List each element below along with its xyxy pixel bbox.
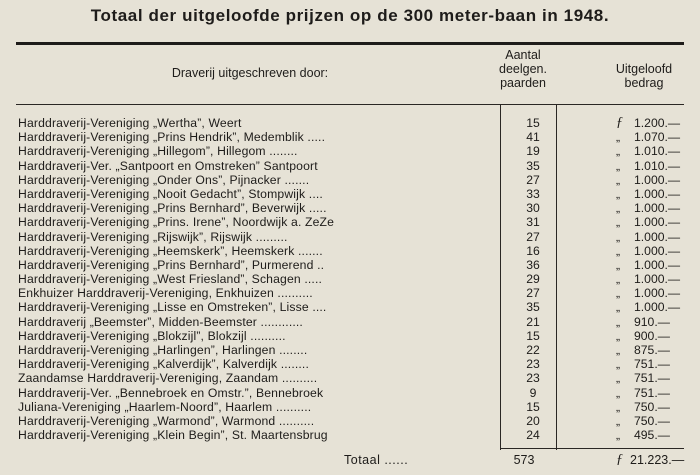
header-prize-line: Uitgeloofd [615, 62, 673, 76]
club-name: Harddraverij-Vereniging „Prins. Irene”, Noordwijk a. ZeZe [18, 215, 335, 230]
table-row [18, 230, 688, 244]
club-name: Harddraverij-Vereniging „Hillegom”, Hillegom ........ [18, 144, 298, 159]
header-prize-line: bedrag [624, 76, 664, 90]
horse-count: 36 [526, 257, 540, 272]
table-row [18, 357, 688, 371]
currency-mark: „ [616, 172, 621, 187]
prize-amount: 750.— [634, 399, 670, 414]
horse-count: 15 [526, 328, 540, 343]
table-row [18, 144, 688, 158]
table-row [18, 130, 688, 144]
table-row [18, 286, 688, 300]
header-rule [16, 104, 684, 105]
horse-count: 15 [526, 116, 540, 130]
club-name: Harddraverij-Vereniging „Prins Hendrik”, Medemblik ..... [18, 130, 326, 145]
horse-count: 22 [526, 343, 540, 357]
horse-count: 21 [526, 314, 540, 329]
table-row [18, 187, 688, 201]
prize-amount: 751.— [634, 371, 670, 386]
club-name: Harddraverij-Vereniging „Nooit Gedacht”, Stompwijk .... [18, 186, 323, 201]
total-count: 573 [513, 453, 535, 467]
header-count [488, 48, 558, 90]
currency-mark: „ [616, 314, 621, 329]
club-name: Harddraverij-Ver. „Bennebroek en Omstr.”, Bennebroek [18, 385, 324, 400]
header-prize [598, 62, 690, 90]
horse-count: 41 [526, 130, 540, 145]
top-rule [16, 42, 684, 45]
prize-amount: 751.— [634, 385, 670, 400]
club-name: Zaandamse Harddraverij-Vereniging, Zaandam .......... [18, 371, 318, 386]
prize-amount: 1.000.— [634, 229, 681, 244]
horse-count: 27 [526, 229, 540, 244]
horse-count: 16 [526, 243, 540, 258]
prize-amount: 1.200.— [634, 116, 681, 130]
table-row [18, 343, 688, 357]
total-amount: 21.223.— [630, 453, 685, 467]
club-name: Harddraverij-Ver. „Santpoort en Omstreken” Santpoort [18, 158, 318, 173]
currency-mark: „ [616, 399, 621, 414]
total-row [0, 452, 700, 468]
table-row [18, 215, 688, 229]
table-row [18, 116, 688, 130]
header-count-line: deelgen. [499, 62, 547, 76]
table-row [18, 300, 688, 314]
currency-mark: „ [616, 243, 621, 258]
header-count-line: paarden [500, 76, 546, 90]
currency-mark: „ [616, 343, 621, 357]
currency-mark: „ [616, 201, 621, 216]
horse-count: 33 [526, 186, 540, 201]
table-row [18, 315, 688, 329]
table-row [18, 272, 688, 286]
currency-mark: ƒ [616, 115, 623, 130]
horse-count: 19 [526, 144, 540, 159]
currency-mark: „ [616, 300, 621, 315]
currency-mark: „ [616, 144, 621, 159]
currency-mark: „ [616, 413, 621, 428]
prize-amount: 1.000.— [634, 215, 681, 230]
club-name: Harddraverij-Vereniging „Warmond”, Warmond .......... [18, 413, 315, 428]
table-row [18, 173, 688, 187]
prize-amount: 1.010.— [634, 144, 681, 159]
horse-count: 9 [529, 385, 537, 400]
total-label: Totaal ...... [344, 453, 409, 467]
currency-mark: „ [616, 428, 621, 443]
horse-count: 35 [526, 158, 540, 173]
table-row [18, 244, 688, 258]
horse-count: 35 [526, 300, 540, 315]
table-row [18, 258, 688, 272]
horse-count: 24 [526, 428, 540, 443]
prize-amount: 1.000.— [634, 300, 681, 315]
club-name: Harddraverij-Vereniging „West Friesland”, Schagen ..... [18, 272, 323, 287]
horse-count: 23 [526, 371, 540, 386]
currency-mark: „ [616, 229, 621, 244]
table-row [18, 414, 688, 428]
club-name: Harddraverij-Vereniging „Prins Bernhard”, Purmerend .. [18, 257, 325, 272]
prize-amount: 495.— [634, 428, 670, 443]
prize-amount: 1.000.— [634, 243, 681, 258]
prize-amount: 1.070.— [634, 130, 681, 145]
currency-mark: „ [616, 272, 621, 287]
table-row [18, 159, 688, 173]
prize-amount: 1.000.— [634, 272, 681, 287]
prize-amount: 750.— [634, 413, 670, 428]
prize-amount: 751.— [634, 357, 670, 372]
club-name: Harddraverij-Vereniging „Wertha”, Weert [18, 116, 242, 130]
table-row [18, 201, 688, 215]
club-name: Enkhuizer Harddraverij-Vereniging, Enkhuizen .......... [18, 286, 313, 301]
club-name: Harddraverij-Vereniging „Lisse en Omstreken”, Lisse .... [18, 300, 327, 315]
horse-count: 15 [526, 399, 540, 414]
horse-count: 20 [526, 413, 540, 428]
header-count-line: Aantal [505, 48, 541, 62]
table-row [18, 386, 688, 400]
club-name: Harddraverij-Vereniging „Heemskerk”, Heemskerk ....... [18, 243, 323, 258]
prize-amount: 910.— [634, 314, 670, 329]
table-row [18, 329, 688, 343]
horse-count: 31 [526, 215, 540, 230]
currency-mark: „ [616, 328, 621, 343]
club-name: Harddraverij-Vereniging „Harlingen”, Harlingen ........ [18, 343, 308, 357]
currency-mark: „ [616, 286, 621, 301]
table-row [18, 400, 688, 414]
prize-amount: 1.000.— [634, 286, 681, 301]
horse-count: 29 [526, 272, 540, 287]
currency-mark: „ [616, 257, 621, 272]
club-name: Harddraverij-Vereniging „Prins Bernhard”, Beverwijk ..... [18, 201, 327, 216]
header-description: Draverij uitgeschreven door: [171, 66, 329, 80]
currency-mark: „ [616, 186, 621, 201]
horse-count: 27 [526, 286, 540, 301]
page-title: Totaal der uitgeloofde prijzen op de 300 meter-baan in 1948. [90, 6, 610, 25]
horse-count: 30 [526, 201, 540, 216]
club-name: Harddraverij-Vereniging „Klein Begin”, St. Maartensbrug [18, 428, 328, 443]
club-name: Harddraverij-Vereniging „Onder Ons”, Pijnacker ....... [18, 172, 310, 187]
horse-count: 27 [526, 172, 540, 187]
table-row [18, 371, 688, 385]
currency-mark: „ [616, 158, 621, 173]
prize-amount: 1.000.— [634, 257, 681, 272]
club-name: Harddraverij-Vereniging „Blokzijl”, Blokzijl .......... [18, 328, 286, 343]
prize-amount: 1.000.— [634, 172, 681, 187]
currency-mark: „ [616, 385, 621, 400]
prize-amount: 875.— [634, 343, 670, 357]
club-name: Harddraverij „Beemster”, Midden-Beemster ............ [18, 314, 303, 329]
horse-count: 23 [526, 357, 540, 372]
prize-amount: 1.010.— [634, 158, 681, 173]
prize-table [18, 116, 688, 442]
prize-amount: 1.000.— [634, 201, 681, 216]
currency-mark: „ [616, 130, 621, 145]
currency-mark: „ [616, 215, 621, 230]
total-rule [500, 448, 684, 449]
table-row [18, 428, 688, 442]
club-name: Juliana-Vereniging „Haarlem-Noord”, Haarlem .......... [18, 399, 312, 414]
club-name: Harddraverij-Vereniging „Kalverdijk”, Kalverdijk ........ [18, 357, 309, 372]
currency-mark: „ [616, 357, 621, 372]
prize-amount: 900.— [634, 328, 670, 343]
currency-mark: „ [616, 371, 621, 386]
prize-amount: 1.000.— [634, 186, 681, 201]
total-currency-mark: ƒ [616, 452, 623, 467]
club-name: Harddraverij-Vereniging „Rijswijk”, Rijswijk ......... [18, 229, 288, 244]
